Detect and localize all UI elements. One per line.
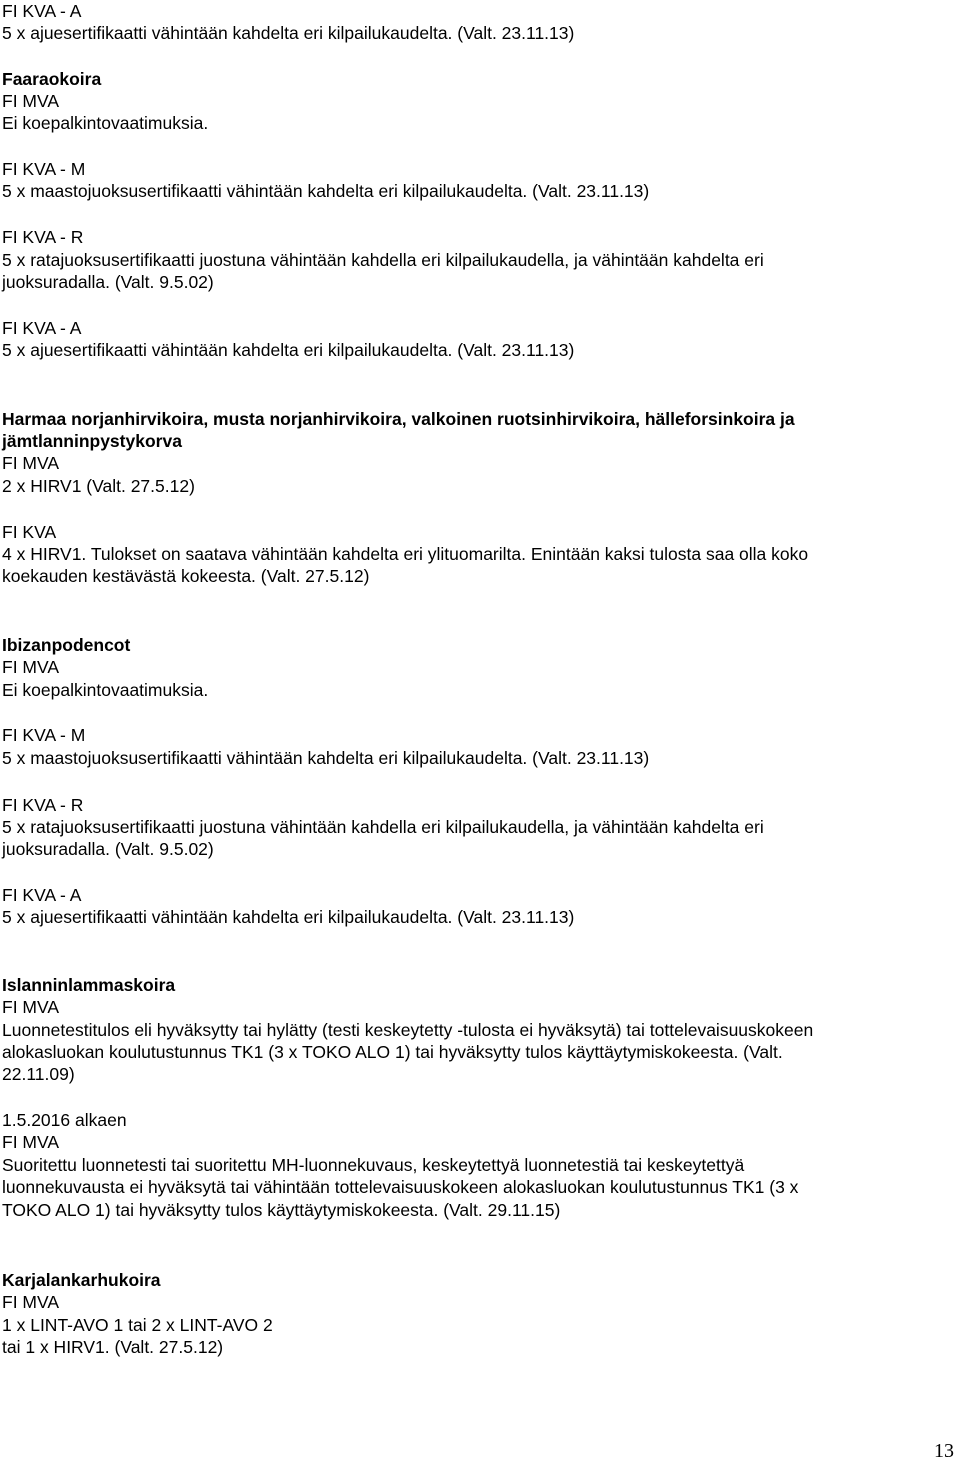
text-line: FI KVA - M	[2, 159, 86, 179]
text-line: 1.5.2016 alkaen	[2, 1110, 127, 1130]
text-line: FI KVA - A	[2, 318, 82, 338]
text-line: Luonnetestitulos eli hyväksytty tai hylätty (testi keskeytetty -tulosta ei hyväksytä) tai tottelevaisuuskokeen	[2, 1020, 814, 1040]
text-line: 2 x HIRV1 (Valt. 27.5.12)	[2, 476, 195, 496]
text-line: FI KVA - R	[2, 795, 84, 815]
text-line: FI KVA - R	[2, 227, 84, 247]
section-heading: Karjalankarhukoira	[2, 1270, 161, 1290]
section-heading: Islanninlammaskoira	[2, 975, 176, 995]
text-line: Ei koepalkintovaatimuksia.	[2, 113, 209, 133]
text-line: 4 x HIRV1. Tulokset on saatava vähintään kahdelta eri ylituomarilta. Enintään kaksi tulosta saa olla koko	[2, 544, 809, 564]
section-heading: Ibizanpodencot	[2, 635, 131, 655]
text-line: luonnekuvausta ei hyväksytä tai vähintään tottelevaisuuskokeen alokasluokan koulutustunnus TK1 (3 x	[2, 1177, 799, 1197]
section-heading: jämtlanninpystykorva	[2, 431, 182, 451]
text-line: 5 x ratajuoksusertifikaatti juostuna vähintään kahdella eri kilpailukaudella, ja vähintään kahdelta eri	[2, 250, 764, 270]
text-line: FI KVA - A	[2, 1, 82, 21]
text-line: TOKO ALO 1) tai hyväksytty tulos käyttäytymiskokeesta. (Valt. 29.11.15)	[2, 1200, 561, 1220]
section-heading: Faaraokoira	[2, 69, 102, 89]
text-line: juoksuradalla. (Valt. 9.5.02)	[2, 839, 214, 859]
text-line: FI MVA	[2, 997, 60, 1017]
text-line: FI MVA	[2, 1132, 60, 1152]
text-line: 5 x maastojuoksusertifikaatti vähintään kahdelta eri kilpailukaudelta. (Valt. 23.11.13)	[2, 748, 650, 768]
text-line: FI MVA	[2, 1292, 60, 1312]
text-line: 5 x ajuesertifikaatti vähintään kahdelta eri kilpailukaudelta. (Valt. 23.11.13)	[2, 340, 575, 360]
text-line: Suoritettu luonnetesti tai suoritettu MH-luonnekuvaus, keskeytettyä luonnetestiä tai keskeytettyä	[2, 1155, 745, 1175]
text-line: FI MVA	[2, 453, 60, 473]
text-line: FI KVA - A	[2, 885, 82, 905]
text-line: alokasluokan koulutustunnus TK1 (3 x TOKO ALO 1) tai hyväksytty tulos käyttäytymiskokeesta. (Valt.	[2, 1042, 783, 1062]
text-line: tai 1 x HIRV1. (Valt. 27.5.12)	[2, 1337, 224, 1357]
text-line: Ei koepalkintovaatimuksia.	[2, 680, 209, 700]
text-line: 5 x maastojuoksusertifikaatti vähintään kahdelta eri kilpailukaudelta. (Valt. 23.11.13)	[2, 181, 650, 201]
text-line: 5 x ajuesertifikaatti vähintään kahdelta eri kilpailukaudelta. (Valt. 23.11.13)	[2, 907, 575, 927]
text-line: juoksuradalla. (Valt. 9.5.02)	[2, 272, 214, 292]
text-line: FI MVA	[2, 657, 60, 677]
text-line: 5 x ratajuoksusertifikaatti juostuna vähintään kahdella eri kilpailukaudella, ja vähintään kahdelta eri	[2, 817, 764, 837]
text-line: 22.11.09)	[2, 1064, 75, 1084]
text-line: FI MVA	[2, 91, 60, 111]
page-number: 13	[934, 1440, 954, 1462]
text-line: koekauden kestävästä kokeesta. (Valt. 27.5.12)	[2, 566, 370, 586]
text-line: 5 x ajuesertifikaatti vähintään kahdelta eri kilpailukaudelta. (Valt. 23.11.13)	[2, 23, 575, 43]
section-heading: Harmaa norjanhirvikoira, musta norjanhirvikoira, valkoinen ruotsinhirvikoira, hälleforsinkoira ja	[2, 409, 795, 429]
text-line: FI KVA	[2, 522, 57, 542]
text-line: FI KVA - M	[2, 725, 86, 745]
text-line: 1 x LINT-AVO 1 tai 2 x LINT-AVO 2	[2, 1315, 273, 1335]
